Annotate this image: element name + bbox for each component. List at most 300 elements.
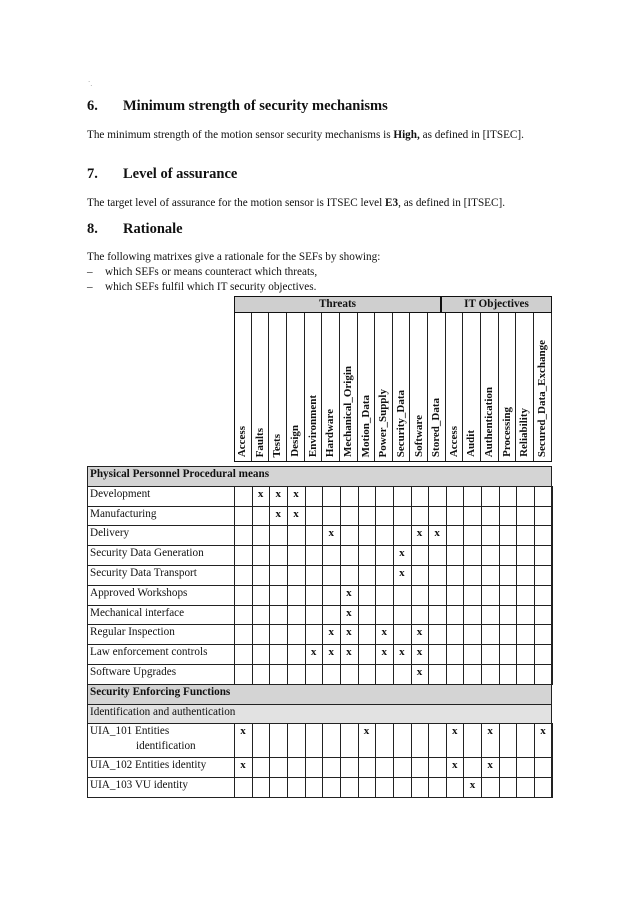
grid-line — [552, 545, 553, 566]
grid-line — [358, 757, 359, 778]
column-header-label: Hardware — [324, 408, 337, 457]
grid-line — [499, 605, 500, 626]
grid-line — [322, 506, 323, 527]
grid-line — [499, 525, 500, 546]
grid-line — [252, 664, 253, 685]
grid-line — [305, 585, 306, 606]
grid-line — [393, 777, 394, 798]
grid-line — [552, 605, 553, 626]
grid-line — [463, 545, 464, 566]
matrix-mark: x — [328, 527, 334, 540]
grid-line — [340, 545, 341, 566]
table-row — [87, 565, 552, 586]
grid-line — [534, 506, 535, 527]
grid-line — [269, 545, 270, 566]
column-header-reliability — [516, 313, 534, 461]
column-header-label: Reliability — [518, 408, 531, 457]
row-label: UIA_102 Entities identity — [90, 759, 207, 772]
matrix-mark: x — [469, 778, 476, 791]
row-label: Law enforcement controls — [90, 646, 208, 659]
grid-line — [463, 486, 464, 507]
grid-line — [375, 525, 376, 546]
grid-line — [499, 545, 500, 566]
grid-line — [305, 605, 306, 626]
table-section-row — [87, 704, 552, 725]
grid-line — [463, 565, 464, 586]
grid-line — [499, 565, 500, 586]
matrix-mark: x — [240, 725, 246, 738]
column-header-label: Mechanical_Origin — [341, 365, 354, 457]
assurance-paragraph — [87, 196, 557, 211]
grid-line — [358, 664, 359, 685]
grid-line — [481, 506, 482, 527]
row-label: UIA_103 VU identity — [90, 778, 188, 791]
column-header-processing — [499, 313, 517, 461]
matrix-mark: x — [257, 487, 264, 500]
grid-line — [534, 486, 535, 507]
grid-line — [358, 605, 359, 626]
grid-line — [516, 506, 517, 527]
grid-line — [463, 585, 464, 606]
grid-line — [411, 605, 412, 626]
column-header-power-supply — [375, 313, 393, 461]
it-objectives-group-header: IT Objectives — [441, 296, 552, 313]
grid-line — [287, 777, 288, 798]
row-label-continued: identification — [136, 740, 196, 753]
grid-line — [252, 777, 253, 798]
grid-line — [305, 723, 306, 758]
text-run: , as defined in [ITSEC]. — [398, 197, 505, 209]
grid-line — [516, 545, 517, 566]
grid-line — [499, 486, 500, 507]
grid-line — [516, 757, 517, 778]
grid-line — [428, 605, 429, 626]
section-title: Rationale — [123, 221, 183, 237]
column-header-label: Software — [412, 415, 425, 457]
grid-line — [234, 605, 235, 626]
grid-line — [552, 624, 553, 645]
grid-line — [428, 565, 429, 586]
column-header-label: Faults — [253, 427, 266, 457]
grid-line — [481, 545, 482, 566]
grid-line — [269, 565, 270, 586]
grid-line — [446, 486, 447, 507]
row-label: Physical Personnel Procedural means — [90, 468, 270, 480]
grid-line — [499, 757, 500, 778]
column-header-motion-data — [358, 313, 376, 461]
grid-line — [463, 506, 464, 527]
grid-line — [322, 545, 323, 566]
grid-line — [252, 525, 253, 546]
grid-line — [234, 624, 235, 645]
column-header-tests — [269, 313, 287, 461]
grid-line — [252, 605, 253, 626]
text-run: as defined in [ITSEC]. — [419, 129, 524, 141]
grid-line — [322, 605, 323, 626]
column-header-audit — [463, 313, 481, 461]
column-header-environment — [305, 313, 323, 461]
grid-line — [340, 486, 341, 507]
text-run: The target level of assurance for the motion sensor is ITSEC level — [87, 197, 386, 209]
grid-line — [375, 585, 376, 606]
grid-line — [252, 757, 253, 778]
grid-line — [305, 624, 306, 645]
grid-line — [287, 757, 288, 778]
grid-line — [393, 605, 394, 626]
grid-line — [463, 644, 464, 665]
grid-line — [481, 565, 482, 586]
grid-line — [516, 605, 517, 626]
grid-line — [499, 777, 500, 798]
grid-line — [358, 525, 359, 546]
grid-line — [269, 644, 270, 665]
matrix-mark: x — [363, 725, 370, 738]
table-row — [87, 777, 552, 798]
grid-line — [358, 565, 359, 586]
grid-line — [446, 644, 447, 665]
column-header-faults — [252, 313, 270, 461]
matrix-mark: x — [381, 626, 387, 639]
column-header-security-data — [393, 313, 411, 461]
grid-line — [358, 506, 359, 527]
grid-line — [499, 723, 500, 758]
grid-line — [552, 525, 553, 546]
grid-line — [375, 545, 376, 566]
grid-line — [340, 757, 341, 778]
grid-line — [358, 624, 359, 645]
table-section-row — [87, 684, 552, 705]
grid-line — [534, 605, 535, 626]
grid-line — [552, 664, 553, 685]
grid-line — [446, 545, 447, 566]
grid-line — [305, 525, 306, 546]
row-label: Mechanical interface — [90, 606, 185, 619]
section-title: Level of assurance — [123, 166, 238, 182]
bullet-item — [87, 266, 317, 278]
grid-line — [446, 605, 447, 626]
grid-line — [428, 506, 429, 527]
grid-line — [499, 644, 500, 665]
grid-line — [252, 723, 253, 758]
column-header-label: Stored_Data — [430, 397, 443, 457]
column-header-label: Access — [236, 425, 248, 457]
grid-line — [269, 664, 270, 685]
grid-line — [411, 506, 412, 527]
matrix-mark: x — [346, 646, 352, 659]
matrix-mark: x — [487, 759, 493, 772]
row-label: UIA_101 Entities — [90, 725, 170, 738]
column-header-label: Design — [288, 425, 301, 457]
row-label: Security Data Transport — [90, 567, 197, 579]
column-header-label: Motion_Data — [359, 394, 372, 457]
matrix-mark: x — [416, 666, 423, 678]
row-label: Development — [90, 487, 151, 500]
grid-line — [552, 486, 553, 507]
strength-paragraph — [87, 128, 547, 143]
grid-line — [446, 525, 447, 546]
grid-line — [446, 506, 447, 527]
grid-line — [287, 605, 288, 626]
grid-line — [499, 506, 500, 527]
matrix-mark: x — [328, 646, 334, 659]
grid-line — [234, 545, 235, 566]
grid-line — [534, 565, 535, 586]
matrix-mark: x — [416, 626, 423, 639]
grid-line — [428, 664, 429, 685]
grid-line — [358, 644, 359, 665]
matrix-mark: x — [346, 606, 352, 619]
grid-line — [516, 644, 517, 665]
grid-line — [305, 506, 306, 527]
grid-line — [340, 664, 341, 685]
grid-line — [446, 585, 447, 606]
matrix-mark: x — [452, 725, 458, 738]
grid-line — [305, 545, 306, 566]
bullet-text: which SEFs or means counteract which threats, — [105, 266, 318, 278]
grid-line — [552, 585, 553, 606]
section-7-heading — [87, 166, 237, 183]
column-header-label: Power_Supply — [377, 388, 390, 457]
grid-line — [463, 664, 464, 685]
matrix-mark: x — [293, 487, 299, 500]
grid-line — [305, 486, 306, 507]
grid-line — [552, 757, 553, 778]
grid-line — [358, 777, 359, 798]
matrix-mark: x — [452, 759, 458, 772]
text-run: The minimum strength of the motion sensor security mechanisms is — [87, 129, 394, 141]
grid-line — [463, 723, 464, 758]
grid-line — [305, 777, 306, 798]
grid-line — [516, 624, 517, 645]
grid-line — [446, 624, 447, 645]
grid-line — [375, 664, 376, 685]
column-header-label: Processing — [500, 407, 513, 457]
grid-line — [516, 565, 517, 586]
grid-line — [552, 565, 553, 586]
grid-line — [287, 624, 288, 645]
strength-value: High, — [393, 129, 420, 141]
column-header-label: Audit — [465, 430, 478, 457]
row-label: Approved Workshops — [90, 586, 188, 599]
grid-line — [516, 486, 517, 507]
column-header-access — [234, 313, 252, 461]
grid-line — [516, 723, 517, 758]
row-label: Regular Inspection — [90, 626, 175, 639]
grid-line — [516, 585, 517, 606]
grid-line — [499, 624, 500, 645]
grid-line — [499, 664, 500, 685]
grid-line — [305, 757, 306, 778]
grid-line — [428, 585, 429, 606]
grid-line — [411, 585, 412, 606]
grid-line — [534, 624, 535, 645]
grid-line — [358, 486, 359, 507]
grid-line — [534, 757, 535, 778]
grid-line — [375, 605, 376, 626]
bullet-item — [87, 281, 316, 293]
grid-line — [393, 757, 394, 778]
grid-line — [393, 486, 394, 507]
column-header-secured-data-exchange — [534, 313, 552, 461]
bullet-text: which SEFs fulfil which IT security objectives. — [105, 281, 317, 293]
threats-group-header: Threats — [234, 296, 441, 313]
grid-line — [375, 723, 376, 758]
matrix-mark: x — [540, 725, 546, 738]
grid-line — [552, 723, 553, 758]
grid-line — [305, 565, 306, 586]
grid-line — [252, 644, 253, 665]
dash-icon: – — [87, 266, 93, 278]
grid-line — [252, 565, 253, 586]
grid-line — [340, 565, 341, 586]
grid-line — [534, 664, 535, 685]
matrix-mark: x — [310, 646, 317, 659]
row-label: Security Enforcing Functions — [90, 685, 231, 698]
matrix-mark: x — [328, 626, 334, 639]
matrix-mark: x — [346, 586, 352, 599]
row-label: Identification and authentication — [90, 705, 236, 718]
grid-line — [481, 777, 482, 798]
column-header-design — [287, 313, 305, 461]
grid-line — [269, 777, 270, 798]
column-header-label: Access — [447, 425, 460, 457]
grid-line — [516, 664, 517, 685]
scan-speck: `. — [88, 80, 93, 88]
grid-line — [287, 565, 288, 586]
grid-line — [375, 777, 376, 798]
table-row — [87, 545, 552, 566]
grid-line — [481, 624, 482, 645]
grid-line — [322, 565, 323, 586]
grid-line — [322, 723, 323, 758]
section-6-heading — [87, 98, 388, 115]
grid-line — [287, 525, 288, 546]
grid-line — [252, 545, 253, 566]
matrix-mark: x — [434, 527, 440, 540]
grid-line — [393, 506, 394, 527]
grid-line — [287, 664, 288, 685]
grid-line — [534, 585, 535, 606]
grid-line — [358, 545, 359, 566]
grid-line — [252, 624, 253, 645]
matrix-mark: x — [381, 646, 387, 659]
grid-line — [428, 723, 429, 758]
grid-line — [534, 777, 535, 798]
table-row — [87, 664, 552, 685]
grid-line — [269, 525, 270, 546]
grid-line — [287, 585, 288, 606]
section-number: 7. — [87, 166, 98, 182]
grid-line — [269, 723, 270, 758]
section-8-heading — [87, 221, 183, 238]
grid-line — [269, 624, 270, 645]
matrix-mark: x — [240, 759, 246, 772]
grid-line — [252, 585, 253, 606]
grid-line — [481, 585, 482, 606]
grid-line — [340, 506, 341, 527]
grid-line — [287, 723, 288, 758]
matrix-mark: x — [416, 527, 423, 540]
dash-icon: – — [87, 281, 93, 293]
grid-line — [411, 777, 412, 798]
row-label: Software Upgrades — [90, 666, 177, 678]
grid-line — [463, 525, 464, 546]
grid-line — [428, 545, 429, 566]
grid-line — [375, 565, 376, 586]
grid-line — [340, 777, 341, 798]
grid-line — [428, 777, 429, 798]
table-row — [87, 486, 552, 507]
matrix-mark: x — [399, 547, 405, 560]
column-header-hardware — [322, 313, 340, 461]
grid-line — [393, 723, 394, 758]
table-row — [87, 525, 552, 546]
grid-line — [234, 777, 235, 798]
assurance-level: E3 — [385, 197, 399, 209]
grid-line — [234, 664, 235, 685]
grid-line — [446, 565, 447, 586]
column-header-label: Authentication — [483, 386, 496, 457]
column-header-label: Security_Data — [394, 389, 407, 457]
matrix-mark: x — [416, 646, 423, 659]
rationale-intro: The following matrixes give a rationale for the SEFs by showing: — [87, 251, 381, 263]
grid-line — [393, 664, 394, 685]
grid-line — [269, 585, 270, 606]
grid-line — [552, 777, 553, 798]
matrix-mark: x — [346, 626, 352, 639]
column-header-label: Secured_Data_Exchange — [536, 339, 549, 457]
grid-line — [234, 525, 235, 546]
row-label: Security Data Generation — [90, 547, 204, 560]
grid-line — [481, 644, 482, 665]
grid-line — [516, 525, 517, 546]
grid-line — [322, 585, 323, 606]
grid-line — [534, 545, 535, 566]
grid-line — [375, 486, 376, 507]
grid-line — [234, 644, 235, 665]
grid-line — [287, 545, 288, 566]
grid-line — [552, 644, 553, 665]
grid-line — [446, 777, 447, 798]
grid-line — [463, 605, 464, 626]
grid-line — [534, 525, 535, 546]
grid-line — [463, 624, 464, 645]
column-header-authentication — [481, 313, 499, 461]
matrix-mark: x — [293, 507, 299, 520]
grid-line — [305, 664, 306, 685]
grid-line — [411, 545, 412, 566]
grid-line — [252, 506, 253, 527]
grid-line — [516, 777, 517, 798]
grid-line — [393, 624, 394, 645]
grid-line — [481, 664, 482, 685]
column-header-stored-data — [428, 313, 446, 461]
grid-line — [446, 664, 447, 685]
grid-line — [322, 777, 323, 798]
grid-line — [552, 506, 553, 527]
grid-line — [411, 723, 412, 758]
section-number: 6. — [87, 98, 98, 114]
grid-line — [234, 585, 235, 606]
table-row — [87, 624, 552, 645]
matrix-mark: x — [275, 487, 282, 500]
grid-line — [428, 486, 429, 507]
matrix-mark: x — [399, 567, 405, 579]
matrix-mark: x — [399, 646, 405, 659]
grid-line — [322, 486, 323, 507]
grid-line — [411, 565, 412, 586]
section-title: Minimum strength of security mechanisms — [123, 98, 388, 114]
